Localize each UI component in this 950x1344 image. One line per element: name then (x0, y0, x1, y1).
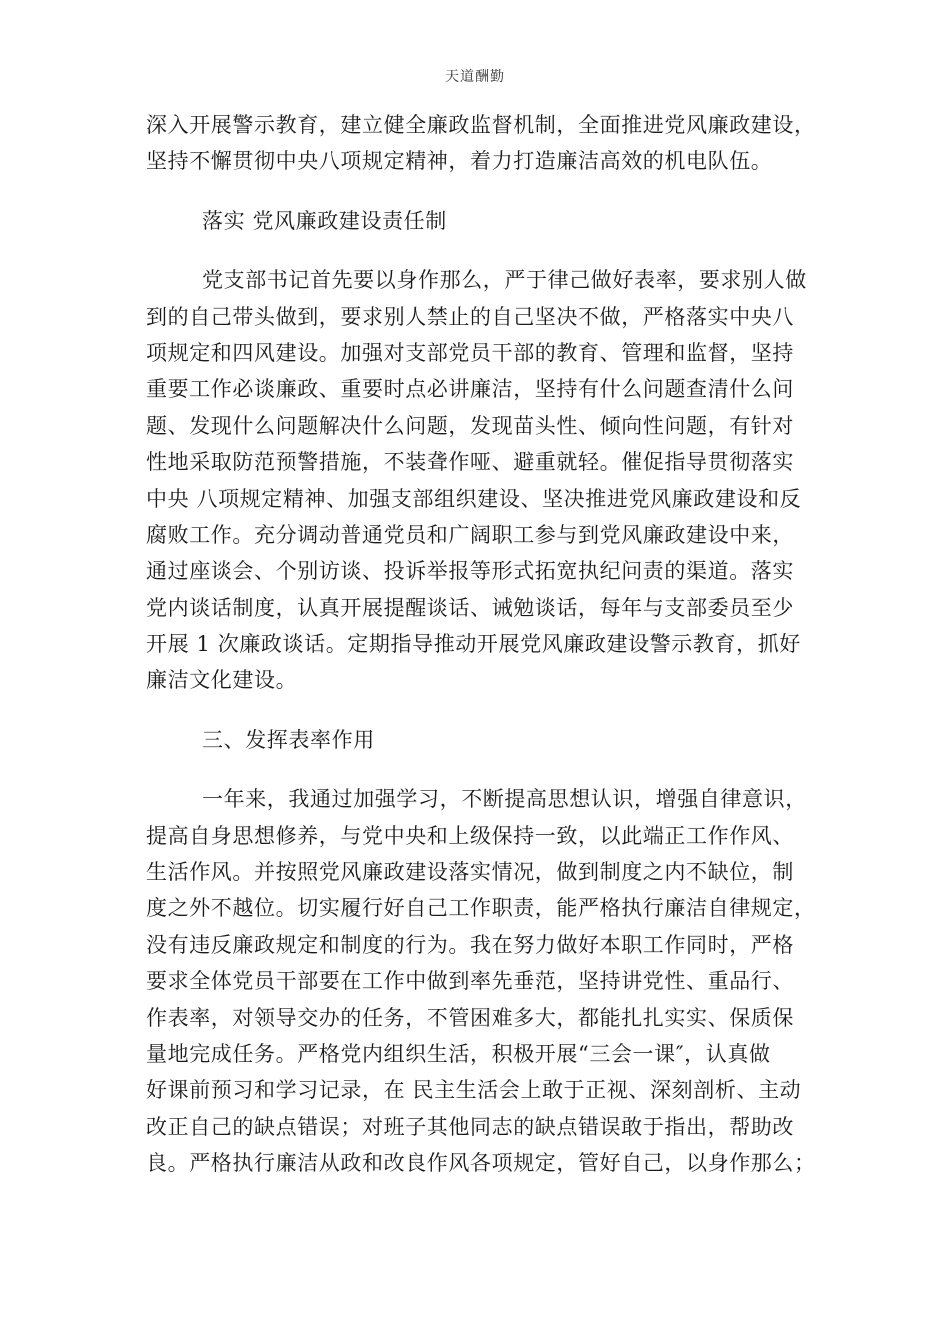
text-line: 度之外不越位。切实履行好自己工作职责，能严格执行廉洁自律规定， (146, 896, 816, 921)
text-line: 提高自身思想修养，与党中央和上级保持一致，以此端正工作作风、 (146, 823, 794, 848)
text-line: 作表率，对领导交办的任务，不管困难多大，都能扎扎实实、保质保 (146, 1005, 794, 1030)
text-line: 到的自己带头做到，要求别人禁止的自己坚决不做，严格落实中央八 (146, 304, 794, 329)
paragraph (146, 781, 816, 1181)
text-line: 项规定和四风建设。加强对支部党员干部的教育、管理和监督，坚持 (146, 340, 794, 365)
text-line: 量地完成任务。严格党内组织生活，积极开展“三会一课″，认真做 (146, 1041, 771, 1066)
document-body (146, 107, 816, 1182)
text-line: 坚持不懈贯彻中央八项规定精神，着力打造廉洁高效的机电队伍。 (146, 149, 773, 174)
section-heading (146, 203, 806, 239)
text-line: 题、发现什么问题解决什么问题，发现苗头性、倾向性问题，有针对 (146, 413, 794, 438)
text-line: 党内谈话制度，认真开展提醒谈话、诫勉谈话，每年与支部委员至少 (146, 595, 794, 620)
text-line: 深入开展警示教育，建立健全廉政监督机制，全面推进党风廉政建设， (146, 113, 816, 137)
text-line: 重要工作必谈廉政、重要时点必讲廉洁，坚持有什么问题查清什么问 (146, 377, 794, 402)
text-line: 生活作风。并按照党风廉政建设落实情况，做到制度之内不缺位，制 (146, 860, 794, 885)
text-line: 良。严格执行廉洁从政和改良作风各项规定，管好自己，以身作那么； (146, 1151, 816, 1176)
heading-text: 三、发挥表率作用 (202, 727, 375, 752)
heading-text: 落实 党风廉政建设责任制 (202, 208, 447, 233)
text-line: 通过座谈会、个别访谈、投诉举报等形式拓宽执纪问责的渠道。落实 (146, 559, 794, 584)
text-line: 中央 八项规定精神、加强支部组织建设、坚决推进党风廉政建设和反 (146, 486, 802, 511)
text-line: 性地采取防范预警措施，不装聋作哑、避重就轻。催促指导贯彻落实 (146, 450, 794, 475)
text-line: 好课前预习和学习记录，在 民主生活会上敢于正视、深刻剖析、主动 (146, 1078, 802, 1103)
text-line: 一年来，我通过加强学习，不断提高思想认识，增强自律意识， (202, 787, 807, 812)
text-line: 开展 1 次廉政谈话。定期指导推动开展党风廉政建设警示教育，抓好 (146, 632, 801, 657)
page-header: 天道酬勤 (445, 69, 505, 85)
text-line: 腐败工作。充分调动普通党员和广阔职工参与到党风廉政建设中来， (146, 522, 794, 547)
text-line: 改正自己的缺点错误；对班子其他同志的缺点错误敢于指出，帮助改 (146, 1114, 794, 1139)
text-line: 党支部书记首先要以身作那么，严于律己做好表率，要求别人做 (202, 268, 807, 293)
paragraph (146, 107, 816, 180)
text-line: 廉洁文化建设。 (146, 668, 298, 693)
section-heading (146, 722, 806, 758)
text-line: 没有违反廉政规定和制度的行为。我在努力做好本职工作同时，严格 (146, 932, 794, 957)
text-line: 要求全体党员干部要在工作中做到率先垂范，坚持讲党性、重品行、 (146, 969, 794, 994)
paragraph (146, 262, 806, 699)
